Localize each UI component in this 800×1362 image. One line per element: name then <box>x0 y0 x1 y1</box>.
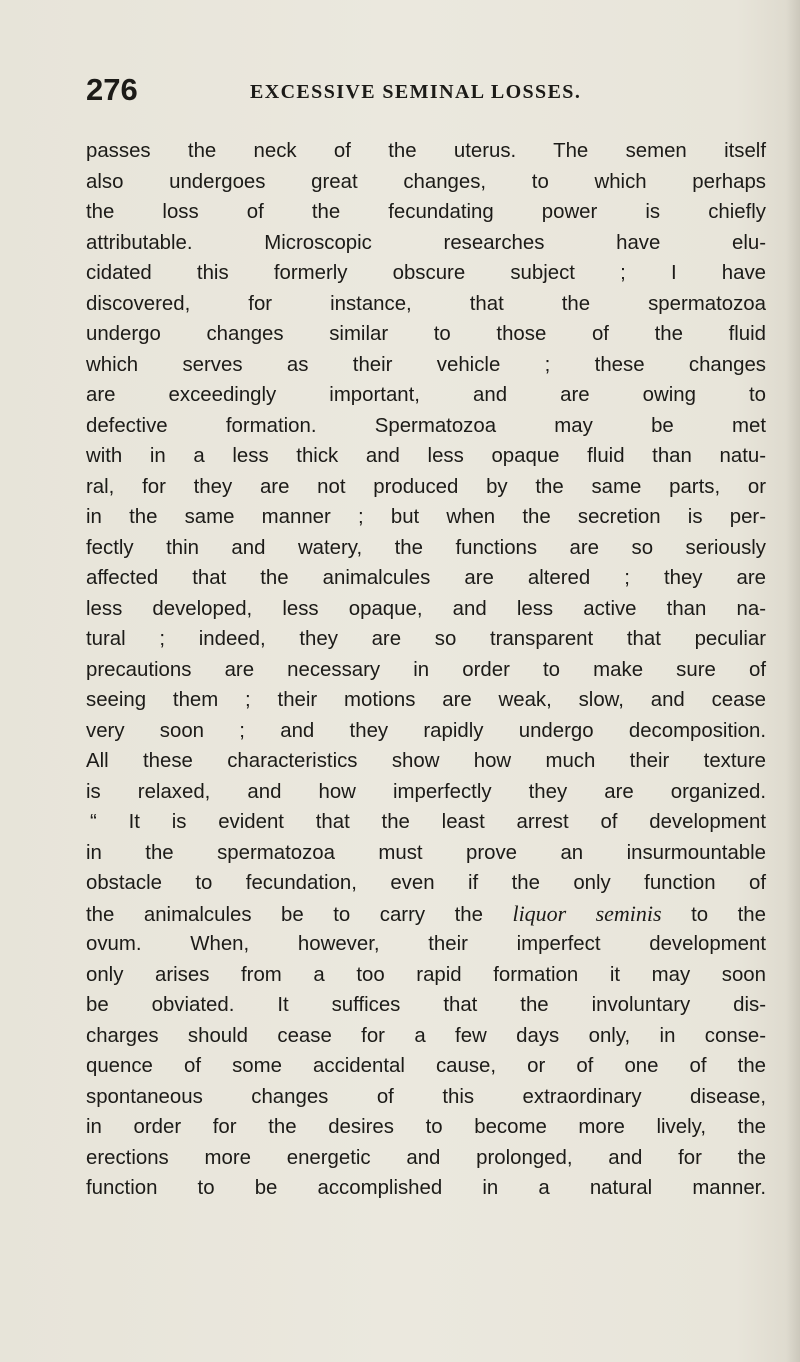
page-edge-shadow <box>786 0 800 1362</box>
text-line: undergo changes similar to those of the fluid <box>86 323 766 345</box>
text-line: ral, for they are not produced by the same parts, or <box>86 475 766 498</box>
text-line: only arises from a too rapid formation it may soon <box>86 963 766 986</box>
text-line: spontaneous changes of this extraordinary disease, <box>86 1085 766 1108</box>
text-line: the loss of the fecundating power is chiefly <box>86 201 766 223</box>
italic-phrase: liquor seminis <box>512 900 662 926</box>
text-segment: the animalcules be to carry the <box>86 903 513 926</box>
text-line: in the spermatozoa must prove an insurmountable <box>86 841 766 864</box>
body-text <box>86 136 766 1204</box>
text-line: precautions are necessary in order to make sure of <box>86 658 766 681</box>
text-line: in the same manner ; but when the secretion is per- <box>86 506 766 528</box>
text-line: ovum. When, however, their imperfect development <box>86 933 766 955</box>
text-line: tural ; indeed, they are so transparent that peculiar <box>86 628 766 650</box>
text-segment: to the <box>661 903 766 926</box>
text-line: also undergoes great changes, to which perhaps <box>86 170 766 193</box>
text-line: seeing them ; their motions are weak, slow, and cease <box>86 689 766 711</box>
text-line: “ It is evident that the least arrest of development <box>90 811 766 833</box>
page-header <box>86 72 766 112</box>
text-line: in order for the desires to become more lively, the <box>86 1116 766 1138</box>
text-line: erections more energetic and prolonged, and for the <box>86 1146 766 1169</box>
text-line: obstacle to fecundation, even if the only function of <box>86 872 766 894</box>
text-line: quence of some accidental cause, or of one of the <box>86 1055 766 1077</box>
text-line: defective formation. Spermatozoa may be met <box>86 414 766 437</box>
text-line: function to be accomplished in a natural manner. <box>86 1177 766 1199</box>
text-line: very soon ; and they rapidly undergo decomposition. <box>86 719 766 742</box>
text-line: fectly thin and watery, the functions are so seriously <box>86 536 766 559</box>
text-line: are exceedingly important, and are owing to <box>86 384 766 406</box>
text-line: discovered, for instance, that the spermatozoa <box>86 292 766 315</box>
text-line: is relaxed, and how imperfectly they are organized. <box>86 780 766 803</box>
text-line: be obviated. It suffices that the involuntary dis- <box>86 994 766 1016</box>
text-line: less developed, less opaque, and less active than na- <box>86 597 766 620</box>
text-line: All these characteristics show how much their texture <box>86 750 766 772</box>
text-line: charges should cease for a few days only, in conse- <box>86 1024 766 1047</box>
text-line: passes the neck of the uterus. The semen itself <box>86 140 766 162</box>
text-line: which serves as their vehicle ; these changes <box>86 353 766 376</box>
text-line: affected that the animalcules are altered ; they are <box>86 567 766 589</box>
running-head: EXCESSIVE SEMINAL LOSSES. <box>250 81 582 103</box>
text-line: attributable. Microscopic researches have elu- <box>86 231 766 254</box>
text-line: with in a less thick and less opaque fluid than natu- <box>86 445 766 467</box>
page-number: 276 <box>86 72 138 107</box>
text-line-with-italic <box>86 899 766 930</box>
text-line: cidated this formerly obscure subject ; I have <box>86 262 766 284</box>
